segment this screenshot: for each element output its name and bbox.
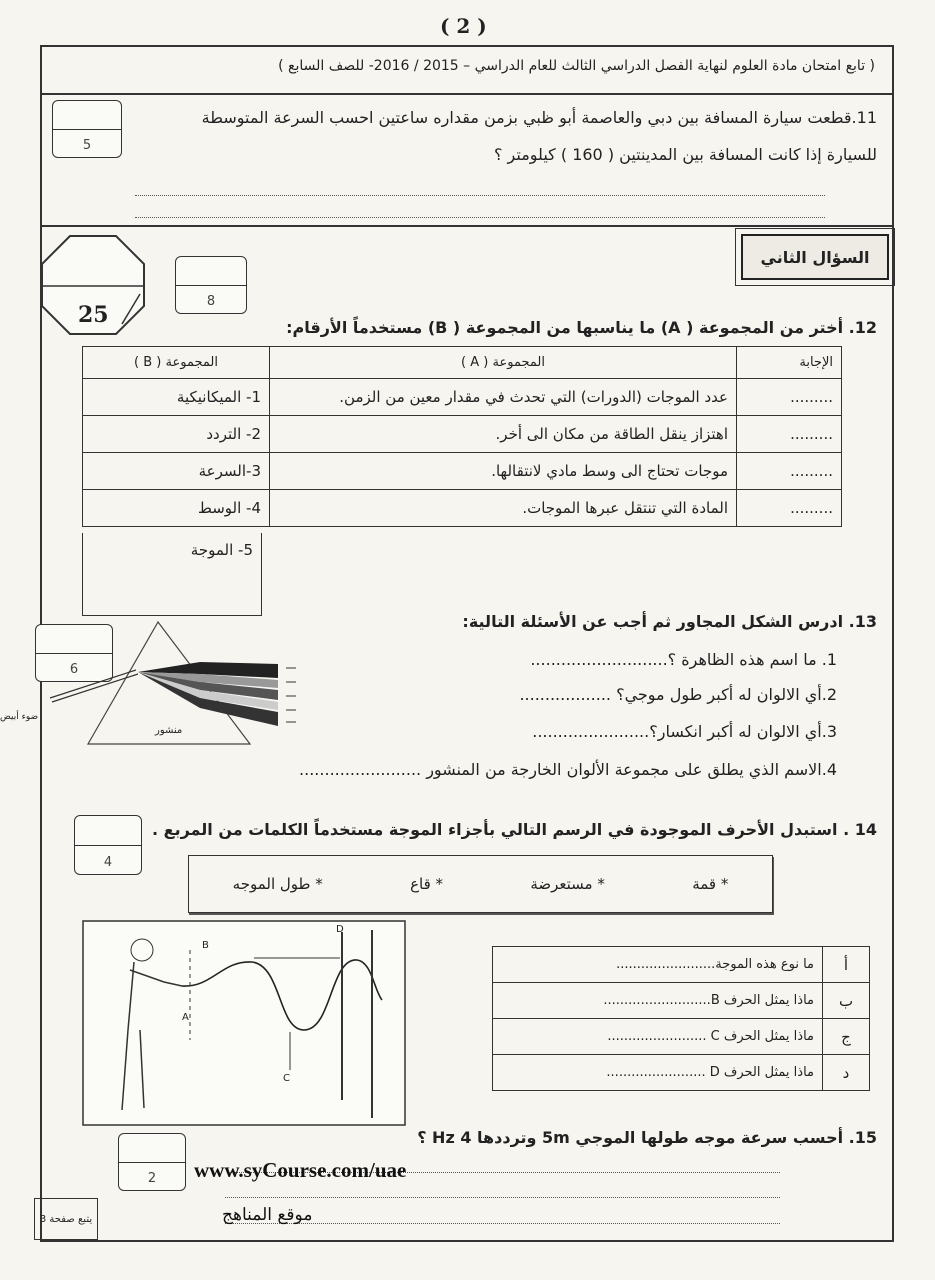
word-crest: * قمة [692, 875, 729, 893]
header-group-a: المجموعة ( A ) [270, 347, 737, 379]
word-transverse: * مستعرضة [530, 875, 605, 893]
watermark-url: www.syCourse.com/uae [194, 1158, 407, 1182]
score-box-q13: 6 [35, 624, 113, 682]
table-row [83, 453, 842, 490]
table-row [83, 490, 842, 527]
q15-prompt: 15. أحسب سرعة موجه طولها الموجي 5m وترددها 4 Hz ؟ [417, 1128, 877, 1147]
group-a-item: المادة التي تنتقل عبرها الموجات. [270, 490, 737, 527]
group-a-item: عدد الموجات (الدورات) التي تحدث في مقدار معين من الزمن. [270, 379, 737, 416]
q13-item-3: 3.أي الالوان له أكبر انكسار؟....................... [532, 722, 837, 741]
section-title: السؤال الثاني [741, 234, 889, 280]
table-row [83, 379, 842, 416]
row-letter: أ [823, 947, 870, 983]
score-box-q15: 2 [118, 1133, 186, 1191]
group-b-item: 1- الميكانيكية [83, 379, 270, 416]
q14-answer-table [492, 946, 870, 1091]
page-number: ( 2 ) [440, 14, 487, 38]
table-row [493, 983, 870, 1019]
rope-wave-figure [82, 920, 406, 1126]
answer-cell[interactable]: ......... [737, 416, 842, 453]
answer-cell[interactable]: ......... [737, 379, 842, 416]
q11-line2: للسيارة إذا كانت المسافة بين المدينتين ( 160 ) كيلومتر ؟ [493, 145, 877, 164]
score-box-q14: 4 [74, 815, 142, 875]
total-score: 25 [78, 302, 109, 328]
score-box-q12: 8 [175, 256, 247, 314]
label-b: B [202, 940, 209, 951]
section-title-frame [735, 228, 895, 286]
answer-cell[interactable]: ......... [737, 453, 842, 490]
group-b-item: 3-السرعة [83, 453, 270, 490]
q13-item-4: 4.الاسم الذي يطلق على مجموعة الألوان الخارجة من المنشور ........................ [299, 760, 837, 779]
answer-prompt[interactable]: ما نوع هذه الموجة........................ [493, 947, 823, 983]
group-a-item: موجات تحتاج الى وسط مادي لانتقالها. [270, 453, 737, 490]
score-box-q11: 5 [52, 100, 122, 158]
q14-prompt: 14 . استبدل الأحرف الموجودة في الرسم التالي بأجزاء الموجة مستخدماً الكلمات من المربع . [152, 820, 877, 839]
prism-label: منشور [155, 725, 183, 736]
row-letter: ب [823, 983, 870, 1019]
group-a-item: اهتزاز ينقل الطاقة من مكان الى أخر. [270, 416, 737, 453]
divider [40, 225, 892, 227]
answer-line[interactable] [135, 195, 825, 196]
table-row [493, 1055, 870, 1091]
q12-prompt: 12. أختر من المجموعة ( A) ما يناسبها من المجموعة ( B) مستخدماً الأرقام: [286, 318, 877, 337]
answer-prompt[interactable]: ماذا يمثل الحرف C ........................ [493, 1019, 823, 1055]
word-bank [188, 855, 773, 913]
answer-cell[interactable]: ......... [737, 490, 842, 527]
answer-prompt[interactable]: ماذا يمثل الحرف B.......................... [493, 983, 823, 1019]
q11-line1: 11.قطعت سيارة المسافة بين دبي والعاصمة أبو ظبي بزمن مقداره ساعتين احسب السرعة المتوسطة [201, 108, 877, 127]
watermark-site: موقع المناهج [222, 1205, 313, 1225]
label-d: D [336, 924, 344, 935]
white-light-label: ضوء أبيض [0, 712, 39, 722]
label-c: C [283, 1073, 290, 1084]
header-answer: الإجابة [737, 347, 842, 379]
answer-line[interactable] [135, 217, 825, 218]
label-a: A [182, 1012, 189, 1023]
next-page-note: يتبع صفحة 3 [34, 1198, 98, 1240]
q12-table [82, 346, 842, 527]
q13-prompt: 13. ادرس الشكل المجاور ثم أجب عن الأسئلة التالية: [462, 612, 877, 631]
answer-line[interactable] [225, 1197, 780, 1198]
group-b-item: 2- التردد [83, 416, 270, 453]
answer-prompt[interactable]: ماذا يمثل الحرف D ........................ [493, 1055, 823, 1091]
table-row [493, 947, 870, 983]
q13-item-1: 1. ما اسم هذه الظاهرة ؟........................... [530, 650, 837, 669]
row-letter: ج [823, 1019, 870, 1055]
q13-item-2: 2.أي الالوان له أكبر طول موجي؟ .................. [519, 685, 837, 704]
word-trough: * قاع [410, 875, 444, 893]
group-b-item: 5- الموجة [82, 533, 262, 616]
exam-header: ( تابع امتحان مادة العلوم لنهاية الفصل الدراسي الثالث للعام الدراسي – 2015 / 2016- للصف السابع ) [278, 58, 875, 74]
table-row [493, 1019, 870, 1055]
table-row [83, 416, 842, 453]
header-group-b: المجموعة ( B ) [83, 347, 270, 379]
row-letter: د [823, 1055, 870, 1091]
word-wavelength: * طول الموجه [232, 875, 323, 893]
group-b-item: 4- الوسط [83, 490, 270, 527]
